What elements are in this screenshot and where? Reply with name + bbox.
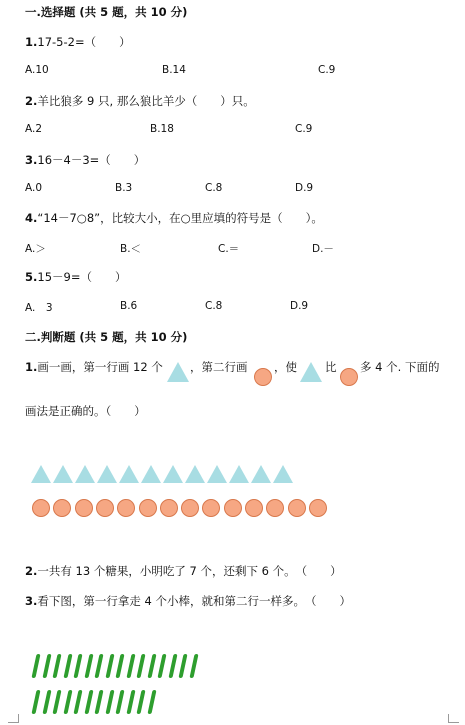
question-5-text: 15－9=（ ） [37,270,127,284]
q4-option-c[interactable]: C.＝ [218,243,240,255]
circle-icon [53,499,71,517]
question-2-text: 羊比狼多 9 只, 那么狼比羊少（ ）只。 [37,94,255,108]
q1-option-c[interactable]: C.9 [318,64,336,76]
circle-icon [245,499,263,517]
q3-option-d[interactable]: D.9 [295,182,314,194]
stick [52,654,61,678]
triangle-icon [53,465,73,483]
triangle-icon [31,465,51,483]
stick [84,654,93,678]
circle-icon [254,368,272,386]
circle-icon [117,499,135,517]
q2-option-c[interactable]: C.9 [295,123,313,135]
circle-icon [202,499,220,517]
stick [94,690,103,714]
circle-icon [224,499,242,517]
judge-q1-text-part5: 多 4 个. 下面的 [360,360,440,374]
stick [136,690,145,714]
circle-icon [340,368,358,386]
q4-option-a[interactable]: A.＞ [25,243,46,255]
judge-q1-text-part1: 画一画，第一行画 12 个 [37,360,163,374]
question-4-text: “14－7○8”，比较大小，在○里应填的符号是（ ）。 [37,211,323,225]
triangle-icon [229,465,249,483]
question-1-text: 17-5-2=（ ） [37,35,131,49]
triangle-icon [119,465,139,483]
stick [63,654,72,678]
stick [94,654,103,678]
judge-q1-text-part4: 比 [325,360,337,374]
stick [115,654,124,678]
question-2 [25,93,255,109]
triangle-icon [273,465,293,483]
stick [84,690,93,714]
stick [157,654,166,678]
circle-icon [288,499,306,517]
judge-question-3-number: 3. [25,594,38,608]
judge-q1-text-line2: 画法是正确的。（ ） [25,404,146,418]
page-corner-mark [8,714,19,723]
stick [168,654,177,678]
circle-icon [139,499,157,517]
question-1-number: 1. [25,35,38,49]
q2-option-a[interactable]: A.2 [25,123,43,135]
stick [31,690,40,714]
judge-q3-text: 看下图，第一行拿走 4 个小棒，就和第二行一样多。 （ ） [37,594,351,608]
stick [73,654,82,678]
circle-icon [75,499,93,517]
circle-icon [96,499,114,517]
q4-option-d[interactable]: D.－ [312,243,334,255]
stick [126,690,135,714]
stick [42,690,51,714]
stick [136,654,145,678]
judge-question-2-number: 2. [25,564,38,578]
circle-icon [181,499,199,517]
stick [115,690,124,714]
page-corner-mark [448,714,459,723]
stick [73,690,82,714]
triangle-icon [167,362,189,382]
judge-q1-text-part2: ，第二行画 [190,360,248,374]
triangle-icon [75,465,95,483]
stick [42,654,51,678]
stick [105,690,114,714]
question-3-text: 16－4－3=（ ） [37,153,146,167]
triangle-icon [185,465,205,483]
q3-option-b[interactable]: B.3 [115,182,133,194]
q2-option-b[interactable]: B.18 [150,123,174,135]
stick [147,690,156,714]
triangle-icon [207,465,227,483]
circle-icon [309,499,327,517]
stick [105,654,114,678]
judge-question-2 [25,563,342,579]
question-4 [25,210,323,226]
circle-icon [266,499,284,517]
judge-q1-text-part3: ，使 [274,360,297,374]
q5-option-b[interactable]: B.6 [120,300,138,312]
triangle-icon [141,465,161,483]
question-5-number: 5. [25,270,38,284]
stick [147,654,156,678]
circle-icon [32,499,50,517]
q3-option-c[interactable]: C.8 [205,182,223,194]
judge-q2-text: 一共有 13 个糖果，小明吃了 7 个，还剩下 6 个。 （ ） [37,564,342,578]
stick [178,654,187,678]
question-3 [25,152,145,168]
triangle-icon [251,465,271,483]
q3-option-a[interactable]: A.0 [25,182,43,194]
section1-title: 一.选择题 (共 5 题，共 10 分) [25,5,188,19]
q1-option-b[interactable]: B.14 [162,64,186,76]
stick [31,654,40,678]
q4-option-b[interactable]: B.＜ [120,243,142,255]
stick [189,654,198,678]
q1-option-a[interactable]: A.10 [25,64,49,76]
question-1 [25,34,131,50]
judge-question-1-part1 [25,359,163,375]
triangle-icon [97,465,117,483]
question-5 [25,269,126,285]
q5-option-d[interactable]: D.9 [290,300,309,312]
triangle-icon [300,362,322,382]
question-2-number: 2. [25,94,38,108]
question-3-number: 3. [25,153,38,167]
stick [126,654,135,678]
section2-title: 二.判断题 (共 5 题，共 10 分) [25,330,188,344]
question-4-number: 4. [25,211,38,225]
stick [52,690,61,714]
q5-option-c[interactable]: C.8 [205,300,223,312]
judge-question-1-number: 1. [25,360,38,374]
stick [63,690,72,714]
judge-question-3 [25,593,351,609]
triangle-icon [163,465,183,483]
circle-icon [160,499,178,517]
q5-option-a[interactable]: A. 3 [25,302,53,314]
